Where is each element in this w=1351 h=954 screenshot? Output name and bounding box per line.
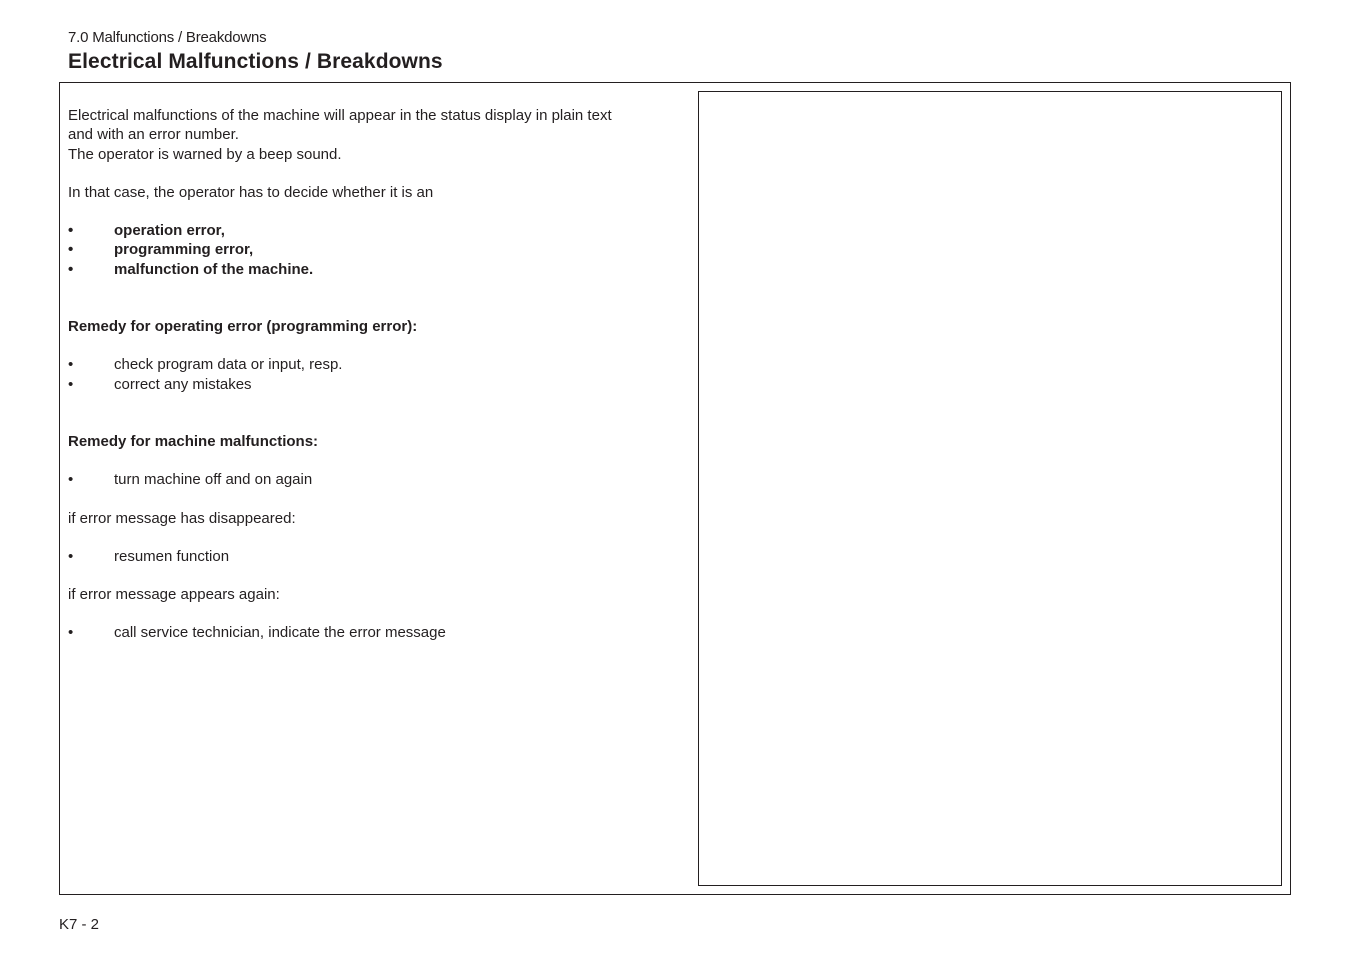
main-content (68, 106, 688, 643)
image-placeholder (698, 91, 1282, 886)
remedy-step: turn machine off and on again (114, 471, 313, 489)
list-item (68, 623, 688, 642)
decide-text: In that case, the operator has to decide whether it is an (68, 183, 434, 201)
bullet-icon: • (68, 222, 74, 240)
remedy-step: resumen function (114, 547, 230, 565)
intro-line-2: and with an error number. (68, 126, 239, 144)
page-number: K7 - 2 (59, 916, 100, 933)
bullet-icon: • (68, 471, 74, 489)
list-item (68, 470, 688, 489)
bullet-icon: • (68, 241, 74, 259)
list-item (68, 547, 688, 566)
remedy-operating-heading: Remedy for operating error (programming error): (68, 318, 418, 336)
bullet-icon: • (68, 260, 74, 278)
condition-text: if error message appears again: (68, 586, 280, 604)
error-type-label: malfunction of the machine. (114, 260, 314, 278)
remedy-step: call service technician, indicate the error message (114, 624, 446, 642)
section-label: 7.0 Malfunctions / Breakdowns (68, 29, 267, 46)
remedy-machine-heading: Remedy for machine malfunctions: (68, 432, 319, 450)
bullet-icon: • (68, 624, 74, 642)
condition-text: if error message has disappeared: (68, 509, 296, 527)
remedy-step: check program data or input, resp. (114, 356, 343, 374)
list-item (68, 240, 688, 259)
list-item (68, 375, 688, 394)
remedy-operating-list (68, 355, 688, 394)
page-title: Electrical Malfunctions / Breakdowns (68, 50, 443, 73)
remedy-step: correct any mistakes (114, 375, 252, 393)
list-item (68, 260, 688, 279)
bullet-icon: • (68, 375, 74, 393)
error-type-label: programming error, (114, 241, 254, 259)
bullet-icon: • (68, 356, 74, 374)
error-type-label: operation error, (114, 222, 225, 240)
list-item (68, 221, 688, 240)
bullet-icon: • (68, 547, 74, 565)
error-type-list (68, 221, 688, 279)
intro-line-1: Electrical malfunctions of the machine will appear in the status display in plain text (68, 107, 612, 124)
list-item (68, 355, 688, 374)
intro-line-3: The operator is warned by a beep sound. (68, 145, 342, 163)
